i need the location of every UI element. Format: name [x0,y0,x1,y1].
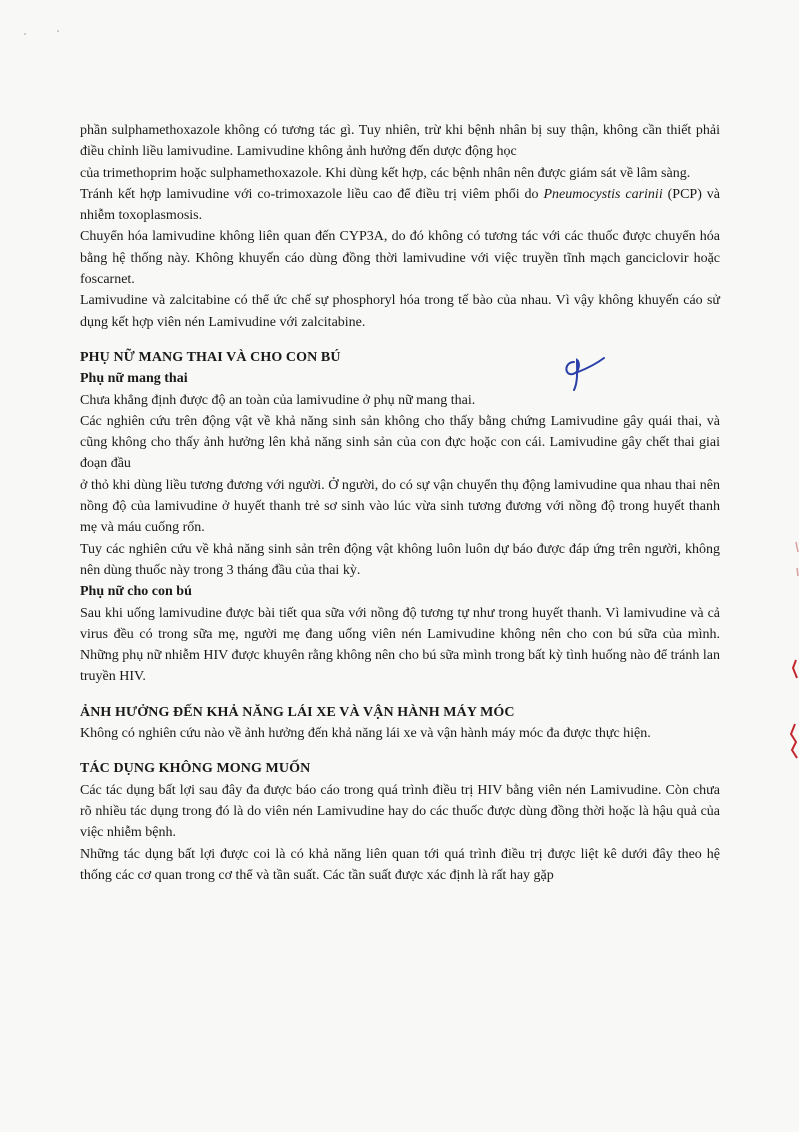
paragraph: Các nghiên cứu trên động vật về khả năng sinh sản không cho thấy bằng chứng Lamivudine gây quái thai, và cũng không cho thấy ảnh hưởng lên khả năng sinh sản của con đực hoặc con cái. Lamivudine gây chết thai giai đoạn đầu [80,413,720,472]
paragraph-text: (PCP) và nhiễm toxoplasmosis. [80,186,720,224]
paragraph: phần sulphamethoxazole không có tương tác gì. Tuy nhiên, trừ khi bệnh nhân bị suy thận, không cần thiết phải điều chỉnh liều lamivudine. Lamivudine không ảnh hưởng đến dược động học [80,123,720,160]
subheading-breastfeeding: Phụ nữ cho con bú [80,584,192,600]
paragraph: Lamivudine và zalcitabine có thể ức chế sự phosphoryl hóa trong tế bào của nhau. Vì vậy không khuyến cáo sử dụng kết hợp viên nén Lamivudine với zalcitabine. [80,293,720,330]
section-heading-driving: ẢNH HƯỞNG ĐẾN KHẢ NĂNG LÁI XE VÀ VẬN HÀNH MÁY MÓC [80,704,515,720]
paragraph: Chưa khẳng định được độ an toàn của lamivudine ở phụ nữ mang thai. [80,392,476,408]
section-heading-pregnancy: PHỤ NỮ MANG THAI VÀ CHO CON BÚ [80,349,341,365]
section-heading-adverse-effects: TÁC DỤNG KHÔNG MONG MUỐN [80,761,311,777]
handwritten-signature [560,352,608,394]
paragraph: Sau khi uống lamivudine được bài tiết qua sữa với nồng độ tương tự như trong huyết thanh. Vì lamivudine và cả virus đều có trong sữa mẹ, người mẹ đang uống viên nén Lamivudine không nên cho con bú sữa của mình. Những phụ nữ nhiễm HIV được khuyên rằng không nên cho bú sữa mình trong bất kỳ tình huống nào để tránh lan truyền HIV. [80,605,720,685]
stamp-edge-mark [788,540,799,580]
subheading-pregnant: Phụ nữ mang thai [80,371,188,387]
paragraph-text: Tránh kết hợp lamivudine với co-trimoxazole liều cao để điều trị viêm phổi do [80,186,539,202]
paragraph: Những tác dụng bất lợi được coi là có khả năng liên quan tới quá trình điều trị được liệt kê dưới đây theo hệ thống các cơ quan trong cơ thể và tần suất. Các tần suất được xác định là rất hay gặp [80,846,720,883]
scan-speck [22,28,62,38]
pathogen-name: Pneumocystis carinii [543,186,663,202]
stamp-edge-mark [786,658,799,770]
paragraph: Không có nghiên cứu nào về ảnh hưởng đến khả năng lái xe và vận hành máy móc đa được thực hiện. [80,726,651,742]
paragraph: Tuy các nghiên cứu về khả năng sinh sản trên động vật không luôn luôn dự báo được đáp ứng trên người, không nên dùng thuốc này trong 3 tháng đầu của thai kỳ. [80,541,720,578]
document-body [80,120,720,886]
paragraph: Chuyển hóa lamivudine không liên quan đến CYP3A, do đó không có tương tác với các thuốc được chuyển hóa bằng hệ thống này. Không khuyến cáo dùng đồng thời lamivudine với việc truyền tĩnh mạch ganciclovir hoặc foscarnet. [80,229,720,288]
paragraph: của trimethoprim hoặc sulphamethoxazole. Khi dùng kết hợp, các bệnh nhân nên được giám sát về lâm sàng. [80,165,691,181]
paragraph: Các tác dụng bất lợi sau đây đa được báo cáo trong quá trình điều trị HIV bằng viên nén Lamivudine. Còn chưa rõ nhiều tác dụng trong đó là do viên nén Lamivudine hay do các thuốc được dùng đồng thời hoặc là hậu quả của việc nhiễm bệnh. [80,782,720,841]
paragraph: ở thỏ khi dùng liều tương đương với người. Ở người, do có sự vận chuyển thụ động lamivudine qua nhau thai nên nồng độ của lamivudine ở huyết thanh trẻ sơ sinh vào lúc vừa sinh tương đương với nồng độ trong huyết thanh mẹ và máu cuống rốn. [80,477,720,536]
paragraph-pcp [80,184,720,227]
